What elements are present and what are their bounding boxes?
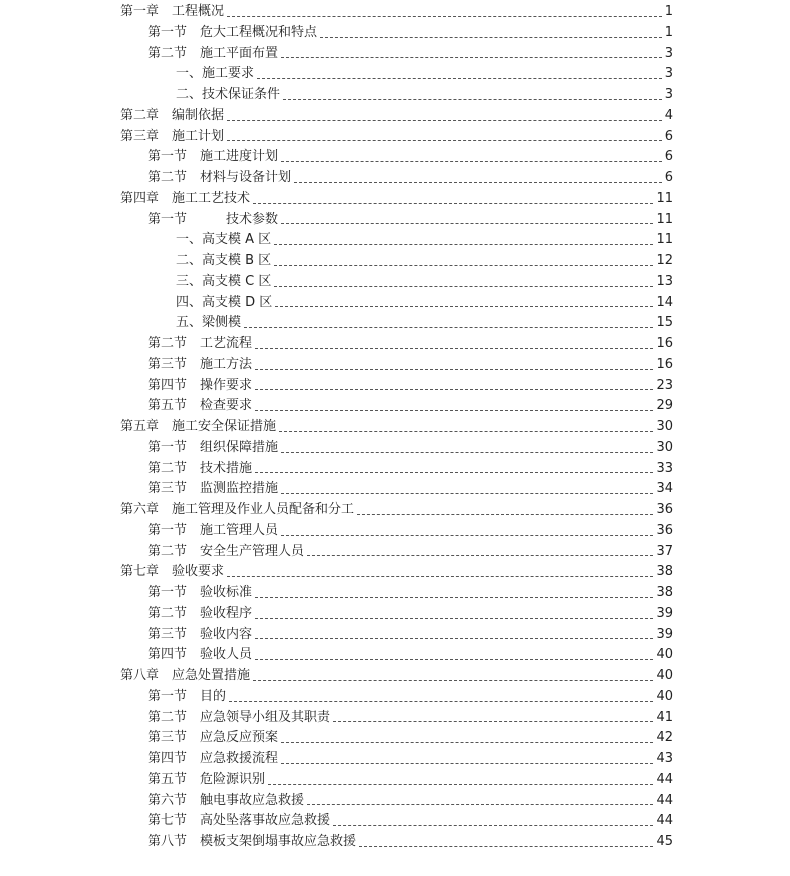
toc-dot-leader [253,203,653,204]
toc-entry-title: 第三节 施工方法 [148,356,253,372]
toc-entry-title: 第六章 施工管理及作业人员配备和分工 [120,502,355,517]
toc-entry-page-number: 3 [664,45,673,61]
toc-entry-title: 第六节 触电事故应急救援 [148,792,305,808]
toc-entry[interactable] [120,23,673,44]
toc-dot-leader [320,37,662,38]
toc-entry-page-number: 44 [656,813,673,829]
toc-entry-title: 第二节 安全生产管理人员 [148,543,305,559]
toc-entry-title: 第四节 验收人员 [148,647,253,663]
toc-entry-title: 第一节 危大工程概况和特点 [148,24,318,40]
toc-dot-leader [268,784,653,785]
toc-entry-title: 一、高支模 A 区 [176,232,272,248]
toc-entry-page-number: 6 [664,170,673,185]
toc-entry-title: 第八节 模板支架倒塌事故应急救援 [148,834,357,849]
toc-entry[interactable] [120,127,673,148]
toc-entry[interactable] [120,459,673,480]
toc-dot-leader [283,99,662,100]
toc-dot-leader [274,286,653,287]
toc-entry-page-number: 36 [656,522,673,538]
toc-entry[interactable] [120,562,673,583]
toc-entry[interactable] [120,438,673,459]
toc-dot-leader [255,389,653,390]
toc-dot-leader [257,78,662,79]
toc-dot-leader [307,804,653,805]
toc-entry-title: 第一节 目的 [148,688,227,704]
toc-entry-page-number: 12 [656,253,673,268]
toc-entry[interactable] [120,396,673,417]
toc-entry[interactable] [120,687,673,708]
toc-entry[interactable] [120,728,673,749]
toc-entry[interactable] [120,334,673,355]
toc-entry-title: 第八章 应急处置措施 [120,668,251,683]
toc-entry[interactable] [120,64,673,85]
toc-entry-title: 第二节 施工平面布置 [148,45,279,61]
toc-entry-title: 第一节 验收标准 [148,585,253,600]
toc-entry-page-number: 6 [664,149,673,165]
toc-entry[interactable] [120,355,673,376]
toc-entry-page-number: 15 [656,315,673,331]
toc-entry[interactable] [120,625,673,646]
toc-entry-title: 二、高支模 B 区 [176,253,272,268]
toc-entry-title: 第四节 操作要求 [148,377,253,393]
toc-dot-leader [294,182,662,183]
toc-dot-leader [275,306,653,307]
toc-dot-leader [274,244,653,245]
toc-entry-title: 第三章 施工计划 [120,128,225,144]
toc-entry[interactable] [120,2,673,23]
toc-entry-page-number: 34 [656,481,673,497]
toc-entry-title: 第五章 施工安全保证措施 [120,419,277,434]
toc-entry-title: 第二节 工艺流程 [148,336,253,351]
toc-entry-page-number: 40 [656,647,673,663]
toc-entry[interactable] [120,313,673,334]
toc-entry-page-number: 36 [656,502,673,517]
toc-entry[interactable] [120,583,673,604]
toc-entry-page-number: 41 [656,709,673,725]
toc-dot-leader [274,265,653,266]
toc-entry-title: 第七章 验收要求 [120,564,225,580]
toc-entry-title: 五、梁侧模 [176,315,242,331]
toc-dot-leader [333,825,653,826]
toc-dot-leader [281,452,653,453]
toc-entry-page-number: 43 [656,751,673,766]
toc-entry-title: 第二节 技术措施 [148,460,253,476]
toc-dot-leader [281,535,653,536]
toc-entry[interactable] [120,832,673,853]
toc-dot-leader [255,369,653,370]
toc-entry-title: 第一节 施工进度计划 [148,149,279,165]
toc-entry-page-number: 37 [656,543,673,559]
toc-entry-title: 第七节 高处坠落事故应急救援 [148,813,331,829]
toc-entry-page-number: 44 [656,792,673,808]
toc-entry-page-number: 14 [656,294,673,310]
toc-entry-title: 四、高支模 D 区 [176,294,273,310]
toc-entry-title: 第一节 施工管理人员 [148,522,279,538]
toc-entry-title: 第二章 编制依据 [120,107,225,123]
toc-entry-page-number: 1 [664,24,673,40]
toc-entry-title: 第四节 应急救援流程 [148,751,279,766]
toc-entry-title: 第三节 应急反应预案 [148,730,279,746]
toc-entry-title: 第五节 检查要求 [148,398,253,414]
toc-entry[interactable] [120,85,673,106]
toc-dot-leader [281,742,653,743]
toc-entry-title: 二、技术保证条件 [176,87,281,102]
toc-dot-leader [227,120,662,121]
toc-entry[interactable] [120,417,673,438]
toc-entry[interactable] [120,500,673,521]
toc-entry[interactable] [120,210,673,231]
toc-entry-page-number: 13 [656,273,673,289]
toc-entry[interactable] [120,542,673,563]
toc-entry[interactable] [120,106,673,127]
toc-entry-page-number: 11 [656,211,673,227]
toc-dot-leader [244,327,653,328]
toc-dot-leader [281,57,662,58]
toc-entry-page-number: 4 [664,107,673,123]
toc-entry-title: 三、高支模 C 区 [176,273,272,289]
toc-entry-page-number: 40 [656,688,673,704]
toc-entry-page-number: 16 [656,336,673,351]
toc-entry-page-number: 39 [656,605,673,621]
toc-dot-leader [253,680,653,681]
toc-dot-leader [255,472,653,473]
toc-entry-page-number: 11 [656,190,673,206]
toc-entry[interactable] [120,811,673,832]
toc-dot-leader [307,555,653,556]
toc-entry[interactable] [120,147,673,168]
toc-dot-leader [255,597,653,598]
toc-entry-title: 第三节 监测监控措施 [148,481,279,497]
toc-dot-leader [227,140,662,141]
toc-entry[interactable] [120,230,673,251]
toc-entry-page-number: 38 [656,564,673,580]
toc-entry-page-number: 45 [656,834,673,849]
toc-entry[interactable] [120,189,673,210]
toc-entry-page-number: 30 [656,419,673,434]
toc-entry-page-number: 40 [656,668,673,683]
toc-dot-leader [255,638,653,639]
toc-entry-page-number: 44 [656,771,673,787]
toc-entry-title: 第二节 材料与设备计划 [148,170,292,185]
toc-dot-leader [281,223,653,224]
toc-dot-leader [227,16,662,17]
toc-entry-page-number: 42 [656,730,673,746]
toc-entry-title: 第一章 工程概况 [120,4,225,19]
toc-entry[interactable] [120,645,673,666]
table-of-contents [120,2,673,853]
toc-entry-page-number: 30 [656,439,673,455]
toc-entry-page-number: 3 [664,87,673,102]
toc-entry-page-number: 6 [664,128,673,144]
toc-entry[interactable] [120,749,673,770]
toc-dot-leader [359,846,653,847]
toc-dot-leader [357,514,653,515]
toc-entry-page-number: 3 [664,66,673,82]
toc-entry[interactable] [120,376,673,397]
toc-dot-leader [255,618,653,619]
toc-entry-page-number: 11 [656,232,673,248]
toc-entry[interactable] [120,272,673,293]
toc-entry-title: 第四章 施工工艺技术 [120,190,251,206]
toc-entry[interactable] [120,44,673,65]
toc-dot-leader [229,701,653,702]
toc-dot-leader [281,763,653,764]
toc-entry[interactable] [120,293,673,314]
toc-entry[interactable] [120,604,673,625]
toc-entry-title: 第二节 验收程序 [148,605,253,621]
toc-entry-title: 第三节 验收内容 [148,626,253,642]
toc-entry-page-number: 23 [656,377,673,393]
toc-entry[interactable] [120,479,673,500]
toc-entry[interactable] [120,791,673,812]
toc-entry[interactable] [120,770,673,791]
toc-entry-page-number: 33 [656,460,673,476]
toc-entry[interactable] [120,521,673,542]
toc-entry-title: 第五节 危险源识别 [148,771,266,787]
toc-dot-leader [255,348,653,349]
toc-dot-leader [255,410,653,411]
toc-entry[interactable] [120,708,673,729]
toc-entry-title: 第一节 组织保障措施 [148,439,279,455]
toc-dot-leader [255,659,653,660]
toc-dot-leader [281,161,662,162]
toc-entry-page-number: 16 [656,356,673,372]
toc-entry-page-number: 29 [656,398,673,414]
toc-entry-page-number: 38 [656,585,673,600]
toc-dot-leader [333,721,653,722]
toc-entry[interactable] [120,168,673,189]
toc-entry-title: 第二节 应急领导小组及其职责 [148,709,331,725]
toc-dot-leader [281,493,653,494]
toc-entry[interactable] [120,251,673,272]
toc-entry-page-number: 1 [664,4,673,19]
toc-dot-leader [279,431,653,432]
toc-dot-leader [227,576,653,577]
toc-entry-page-number: 39 [656,626,673,642]
toc-entry[interactable] [120,666,673,687]
toc-entry-title: 第一节 技术参数 [148,211,279,227]
toc-entry-title: 一、施工要求 [176,66,255,82]
